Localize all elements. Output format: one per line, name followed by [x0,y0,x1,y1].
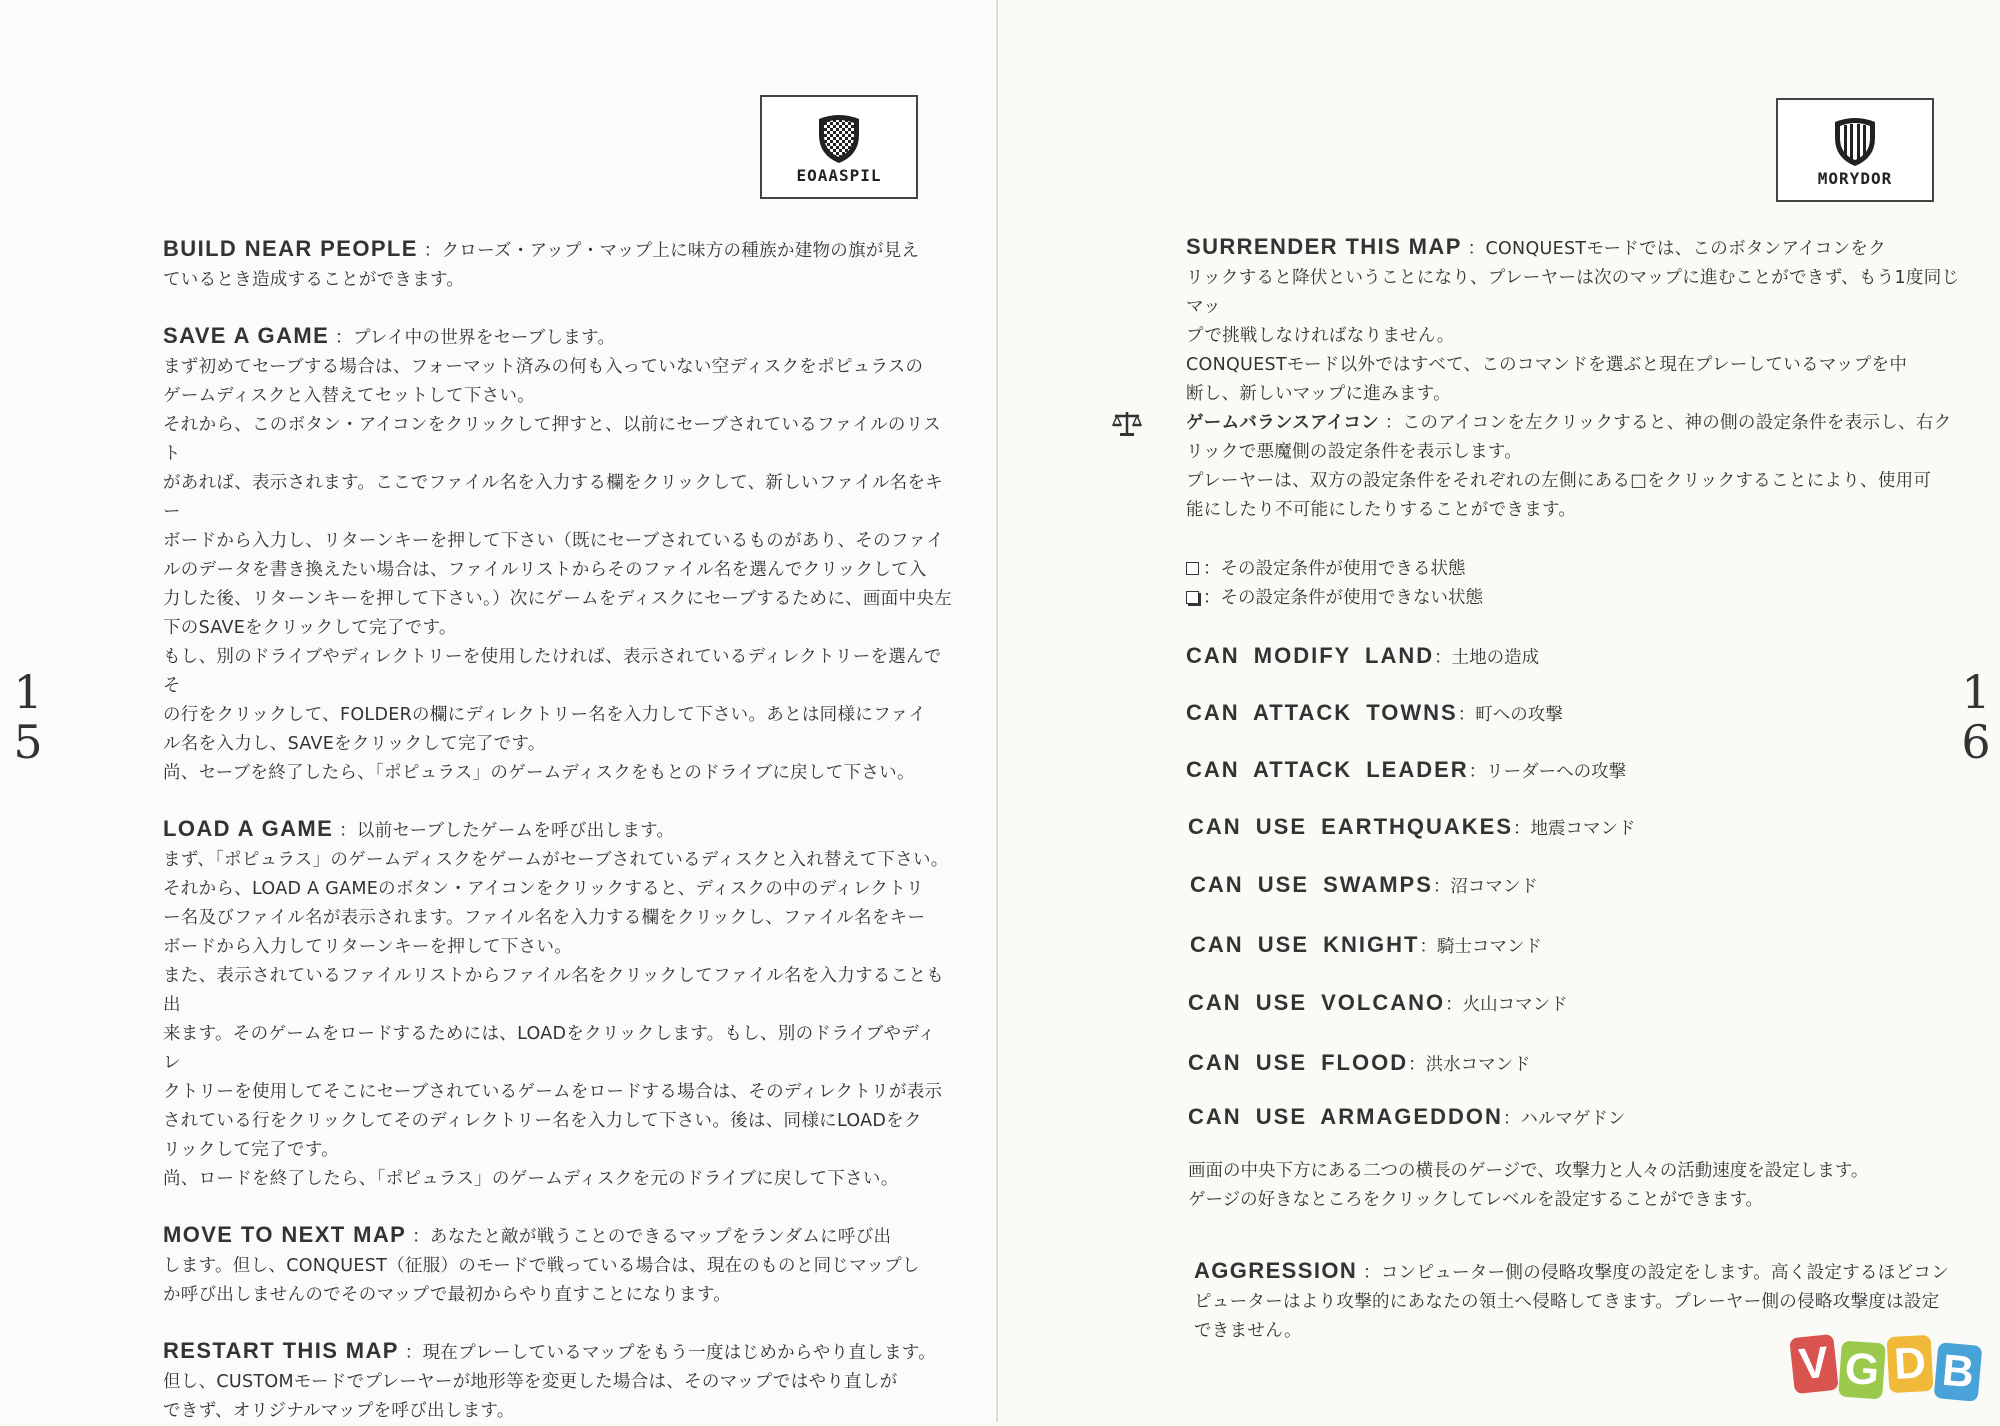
option-can-use-swamps: CAN USE SWAMPS：沼コマンド [1190,872,1538,897]
legend-item-enabled: ：その設定条件が使用できる状態 [1186,555,1686,584]
option-can-use-armageddon: CAN USE ARMAGEDDON：ハルマゲドン [1188,1104,1626,1129]
scales-icon [1112,410,1142,438]
crest-label: MORYDOR [1817,169,1893,188]
right-page [998,0,2000,1422]
watermark-letter: G [1838,1341,1886,1400]
crest-label: EOAASPIL [796,166,882,185]
watermark-letter: V [1789,1334,1839,1394]
checkbox-legend [1186,555,1686,613]
left-text-column [163,234,953,1426]
move-to-next-map-entry: MOVE TO NEXT MAP ：あなたと敵が戦うことのできるマップをランダムに呼び出 します。但し、CONQUEST（征服）のモードで戦っている場合は、現在のものと同じマップし か呼び出しませんのでそのマップで最初からやり直すことになります。 [163,1222,920,1305]
option-can-modify-land: CAN MODIFY LAND：土地の造成 [1186,643,1540,668]
left-page [0,0,998,1422]
option-can-use-earthquakes: CAN USE EARTHQUAKES：地震コマンド [1188,814,1636,839]
game-balance-entry: ゲームバランスアイコン ：このアイコンを左クリックすると、神の側の設定条件を表示し、右ク リックで悪魔側の設定条件を表示します。 プレーヤーは、双方の設定条件をそれぞれの左側にある□をクリックすることにより、使用可 能にしたり不可能にしたりすることができます。 [1186,413,1952,520]
option-can-use-flood: CAN USE FLOOD：洪水コマンド [1188,1050,1531,1075]
option-can-use-knight: CAN USE KNIGHT：騎士コマンド [1190,932,1542,957]
entry-heading: ゲームバランスアイコン [1186,413,1379,433]
option-can-attack-leader: CAN ATTACK LEADER：リーダーへの攻撃 [1186,757,1627,782]
morydor-crest [1776,98,1934,202]
option-can-attack-towns: CAN ATTACK TOWNS：町への攻撃 [1186,700,1563,725]
entry-heading: SURRENDER THIS MAP [1186,234,1462,259]
entry-heading: SAVE A GAME [163,323,330,348]
restart-this-map-entry: RESTART THIS MAP ：現在プレーしているマップをもう一度はじめからやり直します。 但し、CUSTOMモードでプレーヤーが地形等を変更した場合は、そのマップではやり直しが できず、オリジナルマップを呼び出します。 [163,1338,936,1421]
entry-heading: AGGRESSION [1194,1258,1358,1283]
entry-heading: MOVE TO NEXT MAP [163,1222,407,1247]
option-can-use-volcano: CAN USE VOLCANO：火山コマンド [1188,990,1568,1015]
build-near-people-entry: BUILD NEAR PEOPLE ：クローズ・アップ・マップ上に味方の種族か建物の旗が見え ているとき造成することができます。 [163,236,920,290]
load-a-game-entry: LOAD A GAME ：以前セーブしたゲームを呼び出します。 まず、「ポピュラス」のゲームディスクをゲームがセーブされているディスクと入れ替えて下さい。 それから、LOAD A GAMEのボタン・アイコンをクリックすると、ディスクの中のディレクトリ ー名及びファイル名が表示されます。ファイル名を入力する欄をクリックし、ファイル名をキー ボードから入力してリターンキーを押して下さい。 また、表示されているファイルリストからファイル名をクリックしてファイル名を入力することも出 来ます。そのゲームをロードするためには、LOADをクリックします。もし、別のドライブやディレ クトリーを使用してそこにセーブされているゲームをロードする場合は、そのディレクトリが表示 されている行をクリックしてそのディレクトリー名を入力して下さい。後は、同様にLOADをク リックして完了です。 尚、ロードを終了したら、「ポピュラス」のゲームディスクを元のドライブに戻して下さい。 [163,816,949,1189]
aggression-entry: AGGRESSION ：コンピューター側の侵略攻撃度の設定をします。高く設定するほどコン ピューターはより攻撃的にあなたの領土へ侵略してきます。プレーヤー側の侵略攻撃度は設定 できません。 [1194,1258,1950,1341]
watermark-letter: B [1934,1342,1983,1402]
entry-heading: LOAD A GAME [163,816,334,841]
eoaaspil-crest [760,95,918,199]
shadow-box-icon [1186,591,1199,604]
vgdb-watermark [1792,1336,1992,1410]
surrender-entry: SURRENDER THIS MAP ：CONQUESTモードでは、このボタンアイコンをク リックすると降伏ということになり、プレーヤーは次のマップに進むことができず、もう1度同じマッ プで挑戦しなければなりません。 CONQUESTモード以外ではすべて、このコマンドを選ぶと現在プレーしているマップを中 断し、新しいマップに進みます。 [1186,234,1960,404]
right-page-number: 1 6 [1961,665,1991,769]
empty-box-icon [1186,562,1199,575]
entry-heading: RESTART THIS MAP [163,1338,399,1363]
left-page-number: 1 5 [13,665,43,769]
watermark-letter: D [1887,1335,1934,1393]
checkered-shield-icon [815,113,863,165]
save-a-game-entry: SAVE A GAME ：プレイ中の世界をセーブします。 まず初めてセーブする場合は、フォーマット済みの何も入っていない空ディスクをポピュラスの ゲームディスクと入替えてセットして下さい。 それから、このボタン・アイコンをクリックして押すと、以前にセーブされているファイルのリスト があれば、表示されます。ここでファイル名を入力する欄をクリックして、新しいファイル名をキー ボードから入力し、リターンキーを押して下さい（既にセーブされているものがあり、そのファイ ルのデータを書き換えたい場合は、ファイルリストからそのファイル名を選んでクリックして入 力した後、リターンキーを押して下さい。）次にゲームをディスクにセーブするために、画面中央左 下のSAVEをクリックして完了です。 もし、別のドライブやディレクトリーを使用したければ、表示されているディレクトリーを選んでそ の行をクリックして、FOLDERの欄にディレクトリー名を入力して下さい。あとは同様にファイ ル名を入力し、SAVEをクリックして完了です。 尚、セーブを終了したら、「ポピュラス」のゲームディスクをもとのドライブに戻して下さい。 [163,323,952,783]
gauge-note: 画面の中央下方にある二つの横長のゲージで、攻撃力と人々の活動速度を設定します。 ゲージの好きなところをクリックしてレベルを設定することができます。 [1188,1161,1869,1210]
entry-heading: BUILD NEAR PEOPLE [163,236,418,261]
striped-shield-icon [1831,116,1879,168]
legend-item-disabled: ：その設定条件が使用できない状態 [1186,584,1686,613]
